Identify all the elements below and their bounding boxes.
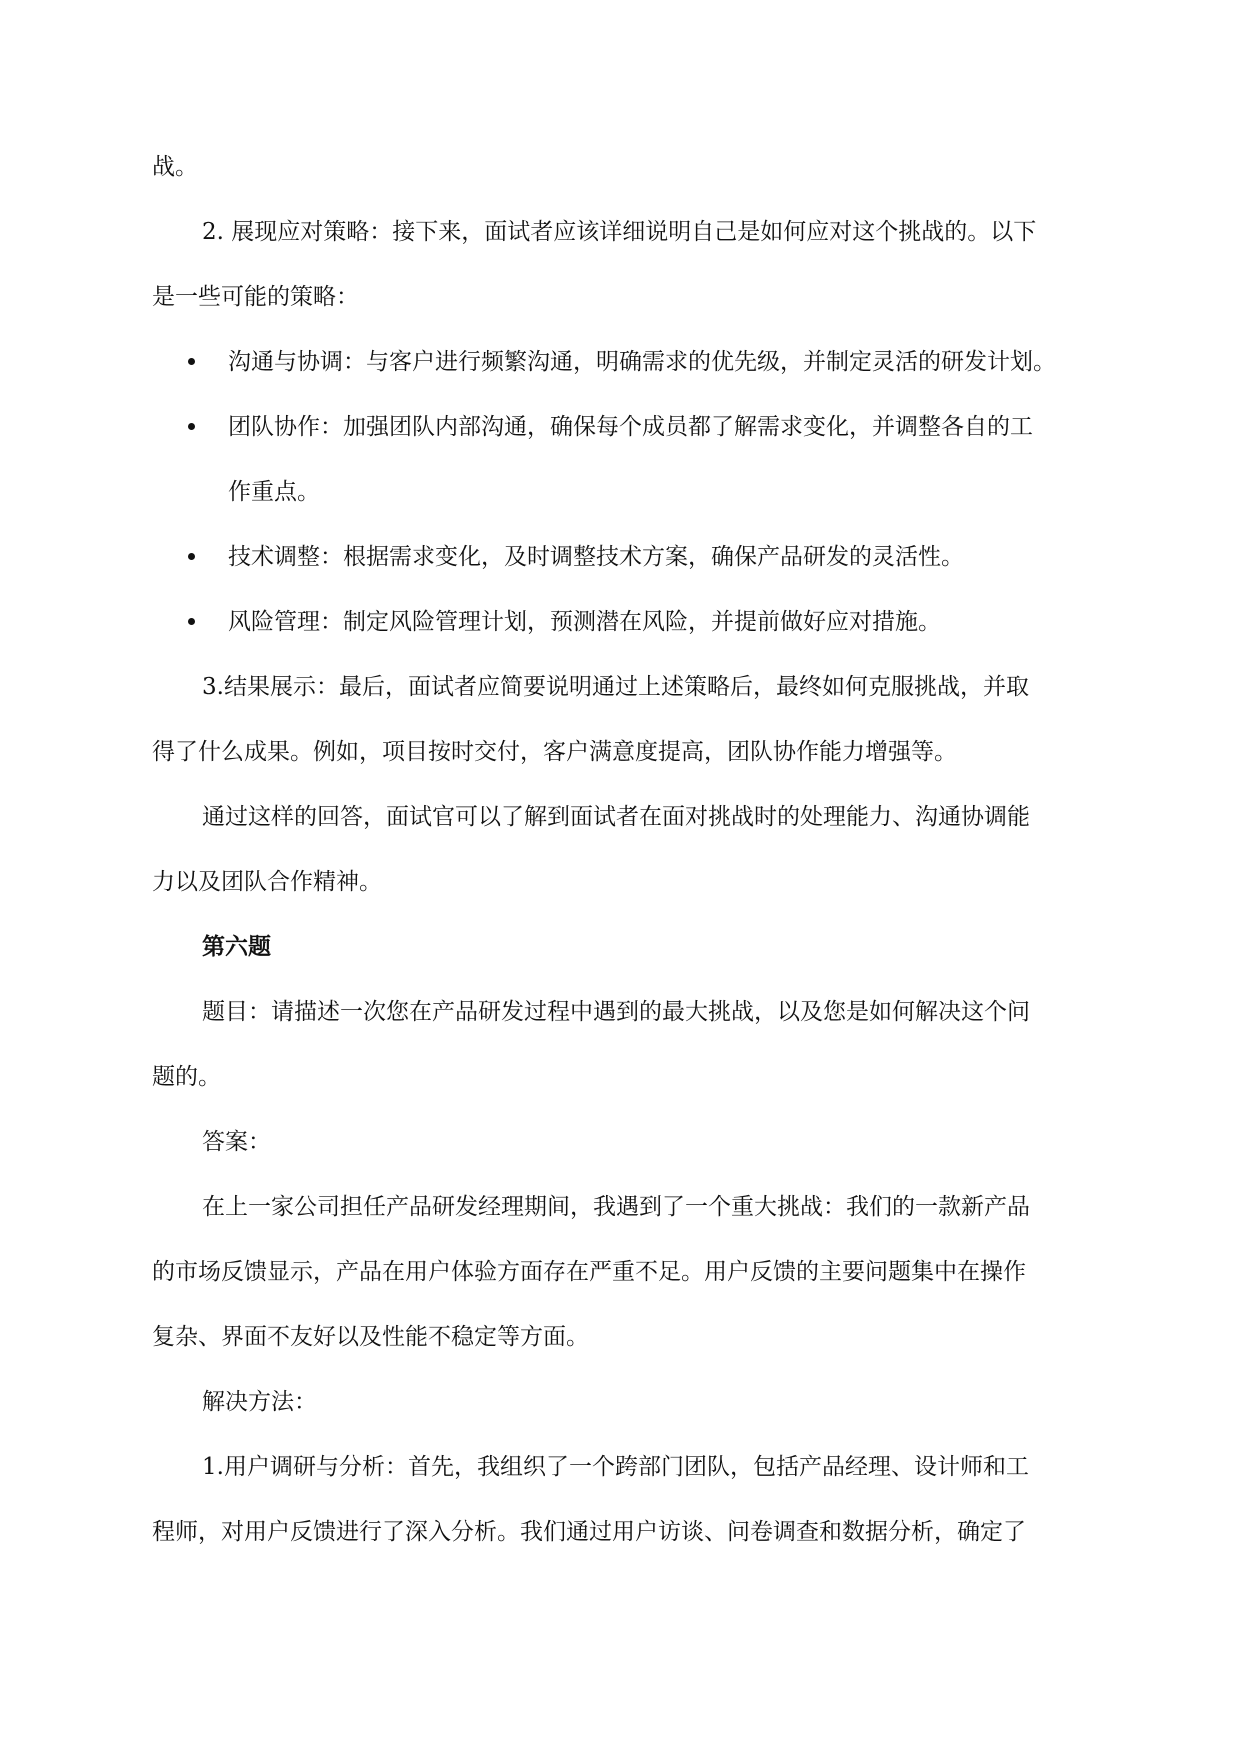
bullet-dot	[188, 423, 195, 430]
answer-paragraph: 在上一家公司担任产品研发经理期间，我遇到了一个重大挑战：我们的一款新产品	[202, 1194, 1030, 1220]
answer-paragraph-cont: 复杂、界面不友好以及性能不稳定等方面。	[152, 1324, 589, 1350]
result-paragraph-cont: 得了什么成果。例如，项目按时交付，客户满意度提高，团队协作能力增强等。	[152, 739, 957, 765]
strategy-heading: 2. 展现应对策略：接下来，面试者应该详细说明自己是如何应对这个挑战的。以下	[202, 219, 1037, 245]
section-heading: 第六题	[202, 933, 271, 960]
answer-paragraph-cont: 的市场反馈显示，产品在用户体验方面存在严重不足。用户反馈的主要问题集中在操作	[152, 1259, 1026, 1285]
solution-label: 解决方法：	[202, 1389, 317, 1415]
paragraph-continuation: 战。	[152, 154, 198, 180]
answer-label: 答案：	[202, 1129, 271, 1155]
bullet-item-risk: 风险管理：制定风险管理计划，预测潜在风险，并提前做好应对措施。	[228, 609, 941, 635]
bullet-dot	[188, 618, 195, 625]
bullet-item-tech: 技术调整：根据需求变化，及时调整技术方案，确保产品研发的灵活性。	[228, 544, 964, 570]
summary-paragraph-cont: 力以及团队合作精神。	[152, 869, 382, 895]
bullet-item-communication: 沟通与协调：与客户进行频繁沟通，明确需求的优先级，并制定灵活的研发计划。	[228, 349, 1056, 375]
solution-step-1-cont: 程师，对用户反馈进行了深入分析。我们通过用户访谈、问卷调查和数据分析，确定了	[152, 1519, 1026, 1545]
solution-step-1: 1.用户调研与分析：首先，我组织了一个跨部门团队，包括产品经理、设计师和工	[202, 1454, 1029, 1480]
result-paragraph: 3.结果展示：最后，面试者应简要说明通过上述策略后，最终如何克服挑战，并取	[202, 674, 1029, 700]
question-paragraph: 题目：请描述一次您在产品研发过程中遇到的最大挑战，以及您是如何解决这个问	[202, 999, 1030, 1025]
question-paragraph-cont: 题的。	[152, 1064, 221, 1090]
bullet-item-teamwork: 团队协作：加强团队内部沟通，确保每个成员都了解需求变化，并调整各自的工	[228, 414, 1033, 440]
strategy-heading-cont: 是一些可能的策略：	[152, 284, 359, 310]
summary-paragraph: 通过这样的回答，面试官可以了解到面试者在面对挑战时的处理能力、沟通协调能	[202, 804, 1030, 830]
bullet-dot	[188, 553, 195, 560]
bullet-item-teamwork-cont: 作重点。	[228, 479, 320, 505]
bullet-dot	[188, 358, 195, 365]
